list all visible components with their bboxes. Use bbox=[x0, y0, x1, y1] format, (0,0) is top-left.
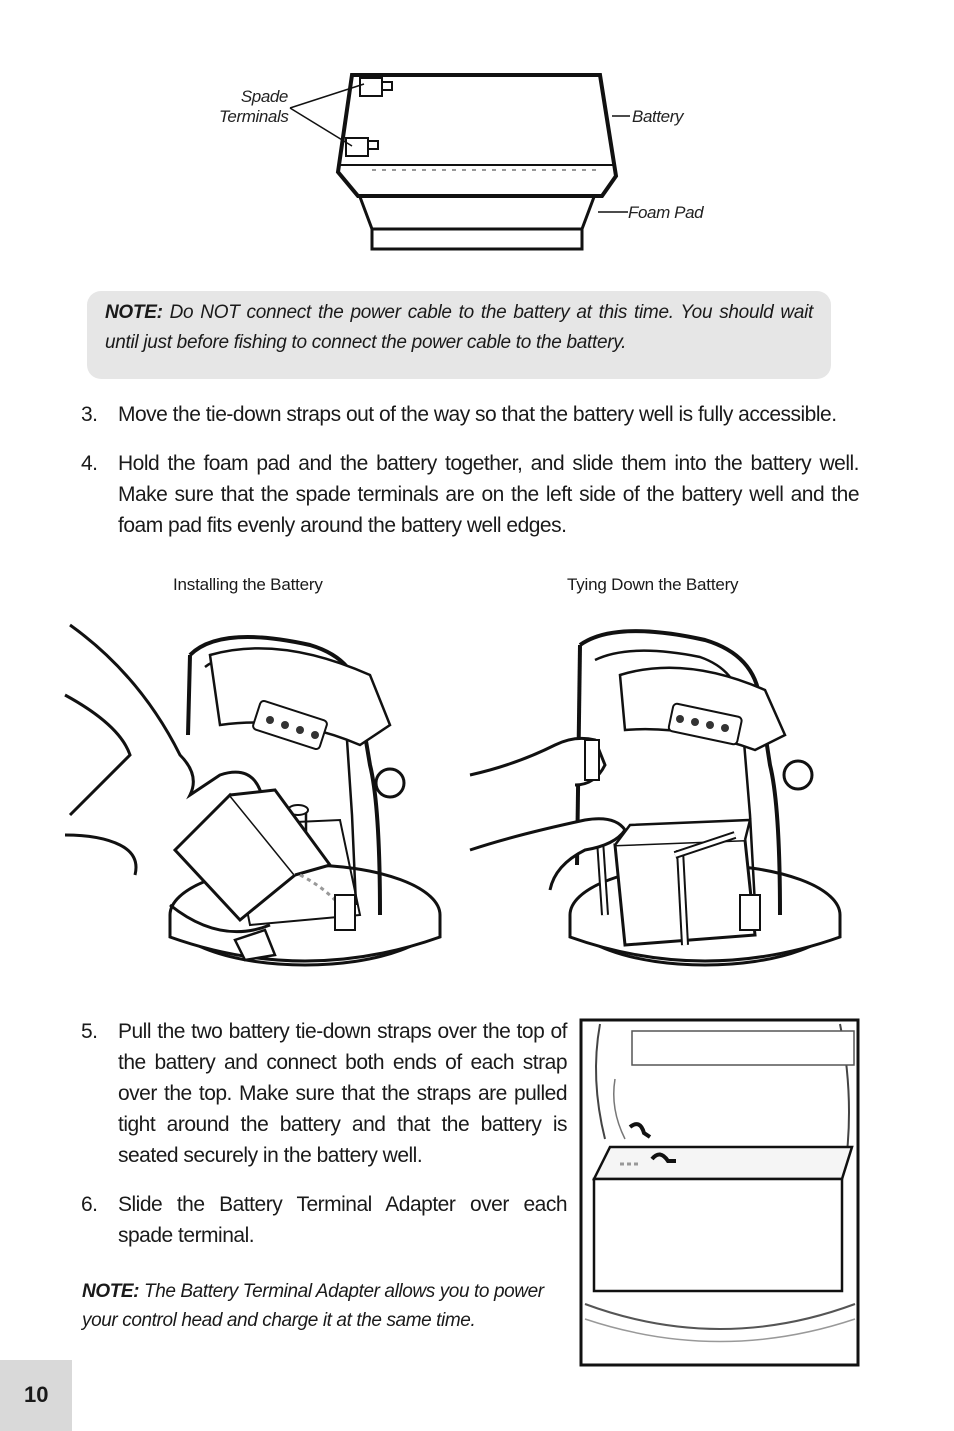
step-4-text: Hold the foam pad and the battery together, and slide them into the battery well. Make sure that the spade terminals are on the left side of the battery well and the foam pad fits evenly around the battery well edges. bbox=[118, 452, 859, 537]
step-6 bbox=[81, 1189, 567, 1251]
caption-installing-battery: Installing the Battery bbox=[173, 575, 323, 594]
step-3-number: 3. bbox=[81, 403, 98, 426]
page-number: 10 bbox=[24, 1382, 49, 1407]
spade-terminals-label bbox=[240, 86, 288, 107]
foam-pad-label: Foam Pad bbox=[628, 203, 704, 222]
step-5-text: Pull the two battery tie-down straps over the top of the battery and connect both ends of each strap over the top. Make sure that the straps are pulled tight around the battery and that the battery is seated securely in the battery well. bbox=[118, 1020, 567, 1167]
note-label: NOTE: bbox=[105, 302, 163, 323]
terminal-adapter-illustration bbox=[580, 1019, 860, 1367]
step-4-number: 4. bbox=[81, 452, 98, 475]
step-5 bbox=[81, 1016, 567, 1171]
note2-body: The Battery Terminal Adapter allows you to power your control head and charge it at the same time. bbox=[82, 1281, 544, 1331]
step-6-text: Slide the Battery Terminal Adapter over each spade terminal. bbox=[118, 1193, 567, 1247]
step-6-number: 6. bbox=[81, 1193, 98, 1216]
battery-label: Battery bbox=[632, 107, 684, 126]
step-4 bbox=[81, 448, 859, 541]
note-body: Do NOT connect the power cable to the battery at this time. You should wait until just before fishing to connect the power cable to the battery. bbox=[105, 302, 813, 353]
caption-tying-battery: Tying Down the Battery bbox=[567, 575, 739, 594]
installing-battery-illustration bbox=[60, 615, 460, 975]
spade-label-line1: Spade bbox=[240, 87, 288, 106]
note-text bbox=[105, 298, 813, 358]
step-5-number: 5. bbox=[81, 1020, 98, 1043]
battery-foam-pad-illustration bbox=[0, 0, 954, 260]
tying-down-battery-illustration bbox=[465, 615, 865, 975]
note2-label: NOTE: bbox=[82, 1281, 140, 1302]
note2-text bbox=[82, 1277, 552, 1335]
step-3-text: Move the tie-down straps out of the way so that the battery well is fully accessible. bbox=[118, 403, 837, 426]
terminals-label: Terminals bbox=[219, 107, 289, 126]
step-3 bbox=[81, 399, 859, 430]
